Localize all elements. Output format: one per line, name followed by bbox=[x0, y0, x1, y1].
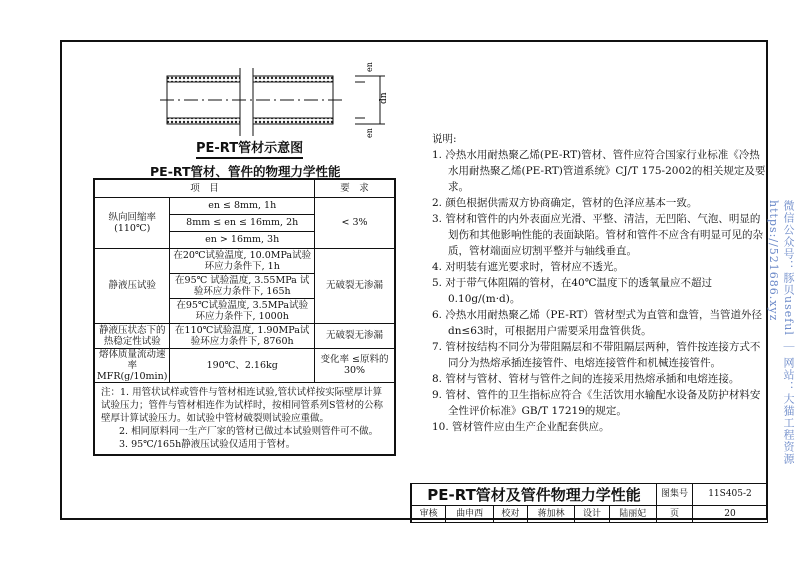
note-item: 6. 冷热水用耐热聚乙烯（PE-RT）管材型式为直管和盘管，当管道外径dn≤63时，可根据用户需要采用盘管供货。 bbox=[432, 309, 763, 337]
notes-heading: 说明: bbox=[432, 133, 457, 145]
note-item: 3. 管材和管件的内外表面应光滑、平整、清洁，无凹陷、气泡、明显的划伤和其他影响性能的表面缺陷。管材和管件不应含有明显可见的杂质，管材端面应切割平整并与轴线垂直。 bbox=[432, 213, 763, 257]
note-item: 9. 管材、管件的卫生指标应符合《生活饮用水输配水设备及防护材料安全性评价标准》GB/T 17219的规定。 bbox=[432, 389, 761, 417]
table-cell: 熔体质量流动速率 MFR(g/10min) bbox=[94, 348, 170, 382]
note-item: 1. 冷热水用耐热聚乙烯(PE-RT)管材、管件应符合国家行业标准《冷热水用耐热聚乙烯(PE-RT)管道系统》CJ/T 175-2002的相关规定及要求。 bbox=[432, 149, 766, 193]
table-cell: 审核 bbox=[411, 506, 446, 523]
header-requirement: 要 求 bbox=[315, 179, 396, 197]
note-item: 5. 对于带气体阻隔的管材，在40℃温度下的透氧量应不超过0.10g/(m·d)。 bbox=[432, 277, 712, 305]
table-title: PE-RT管材、管件的物理力学性能 bbox=[150, 164, 341, 179]
table-cell: 页 bbox=[657, 506, 693, 523]
table-cell: 校对 bbox=[493, 506, 527, 523]
table-cell: 曲申西 bbox=[446, 506, 493, 523]
table-notes bbox=[94, 382, 395, 455]
title-block bbox=[410, 483, 768, 523]
table-cell: en ≤ 8mm, 1h bbox=[170, 197, 315, 214]
table-cell: 190℃、2.16kg bbox=[170, 348, 315, 382]
table-cell: 2. 相同原料同一生产厂家的管材已做过本试验则管件可不做。 bbox=[119, 425, 379, 437]
table-cell: 在20℃试验温度, 10.0MPa试验环应力条件下, 1h bbox=[170, 248, 315, 273]
note-item: 7. 管材按结构不同分为带阻隔层和不带阻隔层两种，管件按连接方式不同分为热熔承插连接管件、电熔连接管件和机械连接管件。 bbox=[432, 341, 761, 369]
table-cell: 在95℃试验温度, 3.5MPa试验环应力条件下, 1000h bbox=[170, 298, 315, 323]
header-item: 项 目 bbox=[94, 179, 315, 197]
note-item: 4. 对明装有遮光要求时，管材应不透光。 bbox=[432, 261, 624, 273]
watermark: 微信公众号：豚贝useful ｜ 网站：大猫工程资源 https://521686.xyz bbox=[767, 200, 795, 465]
note-item: 8. 管材与管材、管材与管件之间的连接采用热熔承插和电熔连接。 bbox=[432, 373, 740, 385]
notes-section bbox=[432, 131, 767, 435]
drawing-title: PE-RT管材及管件物理力学性能 bbox=[411, 484, 657, 506]
page-number: 20 bbox=[693, 506, 768, 523]
table-cell: 无破裂无渗漏 bbox=[315, 248, 396, 323]
properties-table bbox=[93, 178, 396, 456]
table-cell: 在110℃试验温度, 1.90MPa试验环应力条件下, 8760h bbox=[170, 323, 315, 348]
table-cell: 静液压试验 bbox=[94, 248, 170, 323]
table-cell: 陆丽妃 bbox=[609, 506, 657, 523]
table-cell: 图集号 bbox=[657, 484, 693, 506]
table-cell: 3. 95℃/165h静液压试验仅适用于管材。 bbox=[119, 438, 296, 450]
table-cell: 设计 bbox=[575, 506, 609, 523]
table-cell: 无破裂无渗漏 bbox=[315, 323, 396, 348]
atlas-number: 11S405-2 bbox=[693, 484, 768, 506]
table-cell: 注：1. 用管状试样或管件与管材相连试验,管状试样按实际壁厚计算试验压力；管件与管材相连作为试样时，按相同管系列S管材的公称壁厚计算试验压力。如试验中管材破裂则试验应重做。 bbox=[101, 386, 384, 424]
table-cell: 静液压状态下的热稳定性试验 bbox=[94, 323, 170, 348]
en-label-top: en bbox=[365, 62, 374, 72]
table-cell: 蒋加林 bbox=[527, 506, 574, 523]
note-item: 2. 颜色根据供需双方协商确定，管材的色泽应基本一致。 bbox=[432, 197, 698, 209]
table-cell: < 3% bbox=[315, 197, 396, 248]
table-cell: 纵向回缩率 (110℃) bbox=[94, 197, 170, 248]
table-cell: 8mm ≤ en ≤ 16mm, 2h bbox=[170, 214, 315, 231]
table-cell: 在95℃ 试验温度, 3.55MPa 试验环应力条件下, 165h bbox=[170, 273, 315, 298]
table-cell: 变化率 ≤原料的30% bbox=[315, 348, 396, 382]
note-item: 10. 管材管件应由生产企业配套供应。 bbox=[432, 421, 610, 433]
dn-label: dn bbox=[379, 92, 389, 104]
en-label-bottom: en bbox=[365, 128, 374, 138]
table-cell: en > 16mm, 3h bbox=[170, 231, 315, 248]
pipe-diagram bbox=[150, 60, 400, 140]
diagram-title: PE-RT管材示意图 bbox=[196, 137, 303, 159]
